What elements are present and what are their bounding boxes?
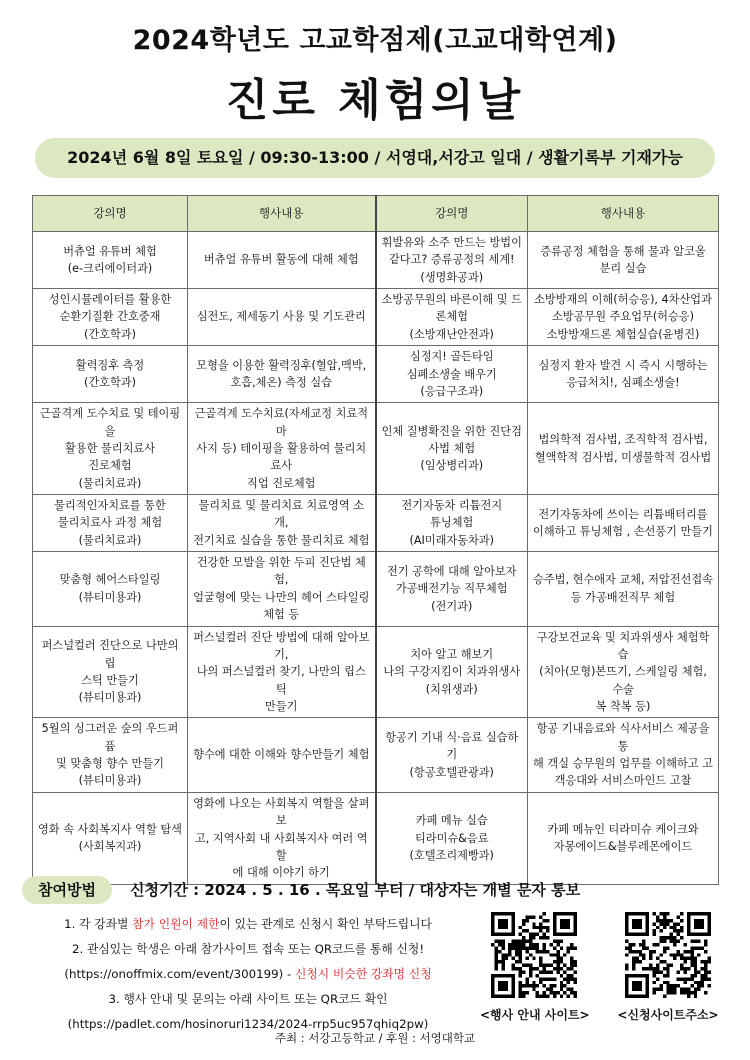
note-line-3 — [28, 962, 468, 987]
cell-line: 버츄얼 유튜버 활동에 대해 체험 — [203, 253, 359, 267]
cell-line: 성인시뮬레이터를 활용한 — [48, 293, 172, 307]
course-name-cell — [33, 346, 188, 403]
cell-line: 증류공정 체험을 통해 물과 알코올 — [540, 244, 706, 258]
course-name-cell — [376, 718, 528, 792]
cell-line: 전기자동차에 쓰이는 리튬배터리를 — [538, 507, 708, 521]
event-content-cell — [188, 626, 376, 718]
note-text: 이 있는 관계로 신청시 확인 부탁드립니다 — [219, 917, 432, 931]
event-qr-caption: <행사 안내 사이트> — [480, 1008, 590, 1022]
cell-line: 휘발유와 소주 만드는 방법이 — [381, 236, 522, 249]
cell-line: 향수에 대한 이해와 향수만들기 체험 — [193, 748, 370, 762]
cell-line: 사법 체험 — [428, 441, 476, 455]
cell-line: 승주법, 현수애자 교체, 저압전선접속 — [533, 573, 713, 587]
cell-line: 순환기질환 간호중재 — [59, 310, 161, 324]
header-cell-content: 행사내용 — [528, 196, 719, 232]
cell-line: 혈액학적 검사법, 미생물학적 검사법 — [534, 450, 712, 464]
table-header-row — [33, 196, 719, 232]
cell-line: 나의 퍼스널컬러 찾기, 나만의 립스틱 — [196, 665, 366, 696]
padlet-url-link[interactable]: (https://padlet.com/hosinoruri1234/2024-rrp5uc957qhiq2pw) — [67, 1017, 429, 1031]
cell-line: 영화에 나오는 사회복지 역할을 살펴보 — [193, 796, 370, 828]
title-line1: 2024학년도 고교학점제(고교대학연계) — [132, 25, 618, 56]
cell-line: (임상병리과) — [420, 459, 484, 473]
cell-line: 체험 등 — [263, 608, 300, 622]
cell-line: 전기치료 실습을 통한 물리치료 체험 — [193, 533, 370, 547]
table-row — [33, 289, 719, 346]
event-content-cell — [188, 495, 376, 552]
cell-line: 해 객실 승무원의 업무를 이해하고 고 — [533, 757, 713, 771]
page-title: 진로 체험의날 — [225, 75, 525, 126]
event-qr-code-icon[interactable] — [491, 912, 577, 998]
notes-block — [28, 912, 468, 1037]
course-name-cell — [376, 792, 528, 884]
cell-line: 전기자동차 리튬전지 — [401, 499, 503, 513]
course-name-cell — [33, 552, 188, 626]
cell-line: 진로체험 — [88, 459, 132, 473]
cell-line: (사회복지과) — [78, 840, 142, 854]
cell-line: 영화 속 사회복지사 역할 탐색 — [38, 822, 182, 836]
cell-line: (응급구조과) — [420, 384, 484, 398]
cell-line: (전기과) — [431, 599, 473, 613]
note-highlight: 참가 인원이 제한 — [132, 917, 220, 931]
table-row — [33, 792, 719, 884]
event-content-cell — [528, 403, 719, 495]
cell-line: 심폐소생술 배우기 — [406, 367, 497, 381]
course-name-cell — [33, 495, 188, 552]
event-content-cell — [528, 718, 719, 792]
note-highlight: 신청시 비슷한 강좌명 신청 — [294, 967, 432, 981]
cell-line: 카페 메뉴 실습 — [415, 814, 488, 828]
note-line-1 — [28, 912, 468, 937]
cell-line: 만들기 — [265, 699, 298, 713]
course-name-cell — [33, 289, 188, 346]
course-name-cell — [376, 346, 528, 403]
cell-line: (생명화공과) — [420, 270, 484, 284]
cell-line: (물리치료과) — [78, 476, 142, 490]
cell-line: 모형을 이용한 활력징후(혈압,맥박, — [196, 358, 367, 372]
cell-line: 심전도, 제세동기 사용 및 기도관리 — [196, 310, 366, 324]
host-sponsor: 주최 : 서강고등학교 / 후원 : 서영대학교 — [274, 1031, 476, 1045]
header-cell-course: 강의명 — [376, 196, 528, 232]
cell-line: 사지 등) 테이핑을 활용하여 물리치료사 — [196, 441, 367, 473]
cell-line: 법의학적 검사법, 조직학적 검사법, — [538, 433, 708, 447]
course-name-cell — [376, 403, 528, 495]
event-content-cell — [188, 718, 376, 792]
cell-line: (뷰티미용과) — [78, 774, 142, 788]
event-content-cell — [528, 792, 719, 884]
cell-line: 가공배전기능 직무체험 — [395, 582, 508, 596]
cell-line: (뷰티미용과) — [78, 590, 142, 604]
cell-line: 물리적인자치료를 통한 — [54, 499, 166, 513]
cell-line: 호흡,체온) 측정 실습 — [230, 376, 332, 390]
cell-line: 응급처치!, 심폐소생술! — [566, 376, 680, 390]
event-content-cell — [188, 232, 376, 289]
cell-line: 에 대해 이야기 하기 — [232, 866, 330, 880]
cell-line: 건강한 모발을 위한 두피 진단법 체험, — [196, 556, 366, 587]
event-content-cell — [528, 346, 719, 403]
cell-line: (항공호텔관광과) — [409, 765, 494, 779]
course-name-cell — [376, 626, 528, 718]
cell-line: (AI미래자동차과) — [409, 533, 495, 547]
cell-line: 퍼스널컬러 진단으로 나만의 립 — [41, 639, 179, 670]
cell-line: 고, 지역사회 내 사회복지사 여러 역할 — [194, 831, 368, 862]
cell-line: 버츄얼 유튜버 체험 — [63, 244, 157, 258]
cell-line: 론체험 — [435, 310, 468, 324]
cell-line: 치아 알고 해보기 — [410, 647, 494, 661]
cell-line: 이해하고 튜닝체험 , 손선풍기 만들기 — [533, 525, 713, 539]
event-content-cell — [188, 346, 376, 403]
event-content-cell — [528, 495, 719, 552]
cell-line: 소방공무원 주요업무(허승응) — [552, 310, 694, 324]
cell-line: 5월의 싱그러운 숲의 우드퍼퓸 — [41, 722, 179, 753]
cell-line: (소방재난안전과) — [409, 327, 494, 341]
cell-line: 자몽에이드&블루레몬에이드 — [553, 840, 693, 854]
course-name-cell — [33, 792, 188, 884]
note-line-2: 2. 관심있는 학생은 아래 참가사이트 접속 또는 QR코드를 통해 신청! — [71, 942, 425, 956]
apply-qr-code-icon[interactable] — [625, 912, 711, 998]
cell-line: 근골격계 도수치료 및 테이핑을 — [39, 407, 181, 438]
info-banner: 2024년 6월 8일 토요일 / 09:30-13:00 / 서영대,서강고 일대 / 생활기록부 기재가능 — [35, 138, 715, 178]
event-content-cell — [528, 289, 719, 346]
cell-line: (뷰티미용과) — [78, 691, 142, 705]
cell-line: 스틱 만들기 — [81, 673, 139, 687]
table-row — [33, 718, 719, 792]
cell-line: (간호학과) — [84, 376, 136, 390]
cell-line: 활력징후 측정 — [75, 358, 145, 372]
cell-line: 소방방재드론 체험실습(윤병진) — [546, 327, 700, 341]
event-content-cell — [188, 403, 376, 495]
course-name-cell — [376, 495, 528, 552]
cell-line: 항공기 기내 식·음료 실습하기 — [385, 731, 519, 762]
cell-line: 나의 구강지킴이 치과위생사 — [383, 665, 521, 679]
cell-line: 복 착복 등) — [595, 699, 651, 713]
cell-line: 소방공무원의 바른이해 및 드 — [381, 293, 522, 307]
event-content-cell — [188, 792, 376, 884]
note-line-4: 3. 행사 안내 및 문의는 아래 사이트 또는 QR코드 확인 — [108, 992, 388, 1006]
cell-line: 티라미슈&음료 — [414, 831, 489, 845]
cell-line: (물리치료과) — [78, 533, 142, 547]
table-row — [33, 552, 719, 626]
apply-qr-caption: <신청사이트주소> — [617, 1008, 719, 1022]
cell-line: (치위생과) — [425, 682, 478, 696]
cell-line: 튜닝체험 — [430, 516, 474, 530]
application-period: 신청기간 : 2024 . 5 . 16 . 목요일 부터 / 대상자는 개별 문자 통보 — [130, 881, 581, 899]
cell-line: 물리치료사 과정 체험 — [57, 516, 163, 530]
cell-line: (간호학과) — [84, 327, 136, 341]
cell-line: 소방방재의 이해(허승응), 4차산업과 — [534, 293, 712, 307]
cell-line: 객응대와 서비스마인드 고찰 — [554, 774, 692, 788]
course-name-cell — [33, 232, 188, 289]
table-row — [33, 495, 719, 552]
apply-url-link[interactable]: (https://onoffmix.com/event/300199) - — [64, 967, 295, 981]
event-content-cell — [528, 626, 719, 718]
table-row — [33, 403, 719, 495]
event-content-cell — [188, 552, 376, 626]
participation-label: 참여방법 — [22, 876, 112, 904]
cell-line: (호텔조리제빵과) — [409, 848, 494, 862]
cell-line: 물리치료 및 물리치료 치료영역 소개, — [198, 499, 365, 530]
header-cell-content: 행사내용 — [188, 196, 376, 232]
cell-line: 직업 진로체험 — [247, 476, 316, 490]
cell-line: 카페 메뉴인 티라미슈 케이크와 — [547, 822, 699, 836]
course-name-cell — [376, 289, 528, 346]
cell-line: 퍼스널컬러 진단 방법에 대해 알아보기, — [193, 630, 370, 661]
table-row — [33, 232, 719, 289]
cell-line: 인체 질병확진을 위한 진단검 — [381, 424, 522, 438]
cell-line: 전기 공학에 대해 알아보자 — [386, 564, 517, 578]
table-row — [33, 626, 719, 718]
course-name-cell — [376, 552, 528, 626]
course-name-cell — [33, 626, 188, 718]
cell-line: 맞춤형 헤어스타일링 — [59, 573, 161, 587]
header-cell-course: 강의명 — [33, 196, 188, 232]
cell-line: (e-크리에이터과) — [67, 262, 153, 276]
note-text: 1. 각 강좌별 — [64, 917, 133, 931]
cell-line: 심정지! 골든타임 — [409, 350, 494, 364]
cell-line: 항공 기내음료와 식사서비스 제공을 통 — [536, 722, 710, 753]
event-qr-block — [480, 912, 588, 1023]
course-name-cell — [33, 403, 188, 495]
cell-line: 근골격계 도수치료(자세교정 치료적 마 — [194, 407, 369, 438]
event-content-cell — [528, 552, 719, 626]
course-name-cell — [376, 232, 528, 289]
cell-line: (치아(모형)본뜨기, 스케일링 체험, 수술 — [539, 665, 707, 696]
cell-line: 얼굴형에 맞는 나만의 헤어 스타일링 — [193, 590, 370, 604]
cell-line: 같다고? 증류공정의 세계! — [388, 253, 515, 267]
cell-line: 및 맞춤형 향수 만들기 — [56, 757, 164, 771]
schedule-table — [32, 195, 719, 885]
cell-line: 활용한 물리치료사 — [64, 441, 155, 455]
cell-line: 구강보건교육 및 치과위생사 체험학습 — [536, 630, 710, 661]
table-row — [33, 346, 719, 403]
course-name-cell — [33, 718, 188, 792]
event-content-cell — [528, 232, 719, 289]
cell-line: 등 가공배전직무 체험 — [570, 590, 676, 604]
event-content-cell — [188, 289, 376, 346]
apply-qr-block — [614, 912, 722, 1023]
cell-line: 심정지 환자 발견 시 즉시 시행하는 — [538, 358, 708, 372]
cell-line: 분리 실습 — [599, 262, 647, 276]
